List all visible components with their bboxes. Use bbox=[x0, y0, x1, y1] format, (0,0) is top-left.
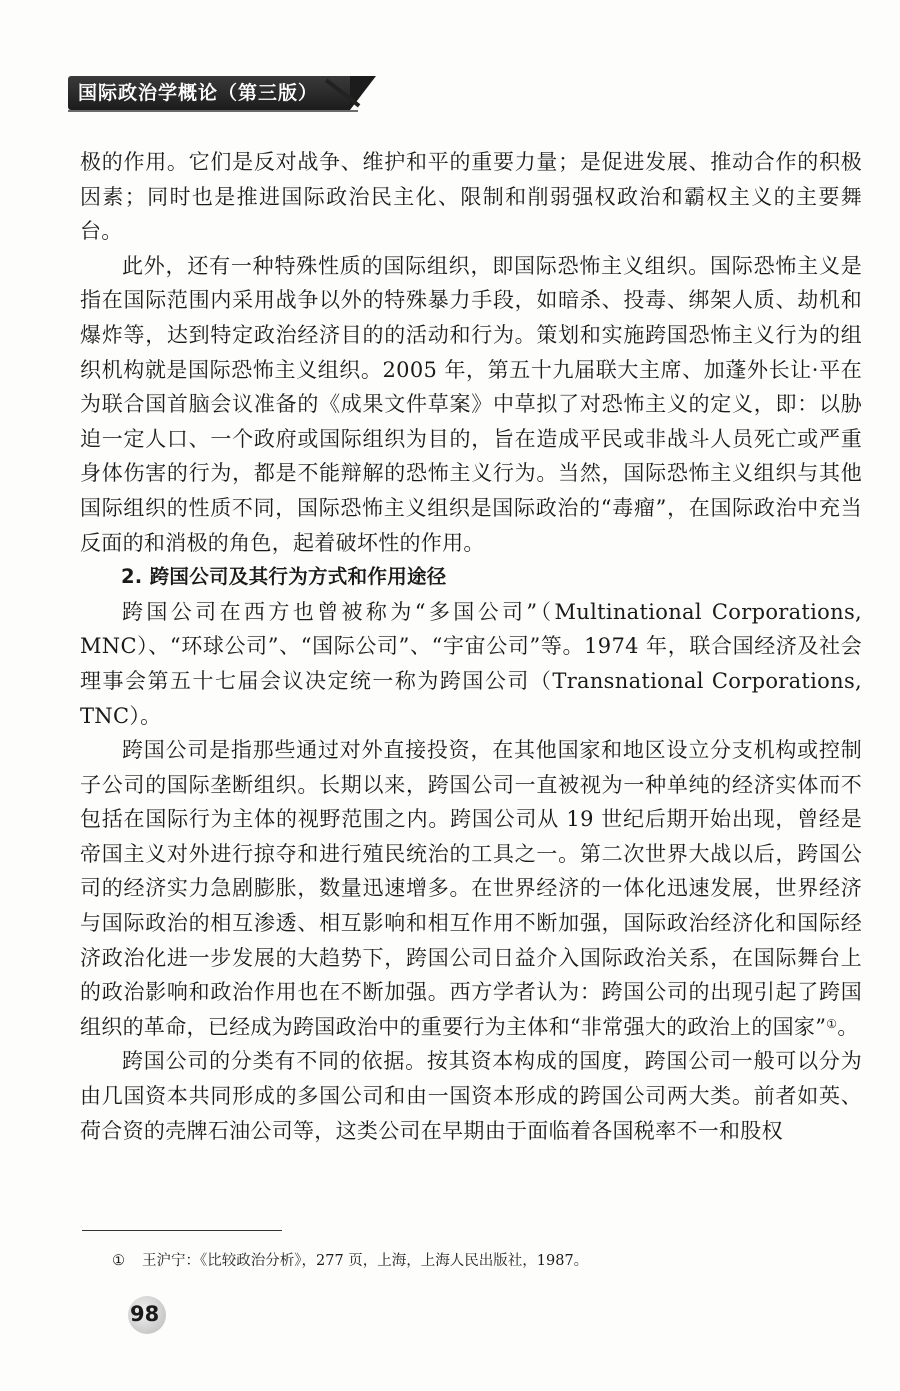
paragraph-tnc-definition-end: 。 bbox=[837, 1014, 859, 1039]
paragraph-tnc-definition bbox=[80, 733, 862, 1044]
page-number: 98 bbox=[130, 1302, 160, 1326]
footnote-divider bbox=[82, 1230, 282, 1231]
running-header-rule bbox=[68, 110, 358, 112]
section-heading: 2. 跨国公司及其行为方式和作用途径 bbox=[120, 565, 447, 589]
footnote bbox=[112, 1250, 588, 1272]
footnote-text: 王沪宁：《比较政治分析》，277 页，上海，上海人民出版社，1987。 bbox=[142, 1253, 589, 1269]
paragraph-continuation: 极的作用。它们是反对战争、维护和平的重要力量；是促进发展、推动合作的积极因素；同时也是推进国际政治民主化、限制和削弱强权政治和霸权主义的主要舞台。 bbox=[80, 150, 862, 244]
body-text bbox=[80, 145, 862, 1148]
paragraph-tnc-definition-text: 跨国公司是指那些通过对外直接投资，在其他国家和地区设立分支机构或控制子公司的国际垄断组织。长期以来，跨国公司一直被视为一种单纯的经济实体而不包括在国际行为主体的视野范围之内。跨国公司从 19 世纪后期开始出现，曾经是帝国主义对外进行掠夺和进行殖民统治的工具之一。第二次世界大战以后，跨国公司的经济实力急剧膨胀，数量迅速增多。在世界经济的一体化迅速发展，世界经济与国际政治的相互渗透、相互影响和相互作用不断加强，国际政治经济化和国际经济政治化进一步发展的大趋势下，跨国公司日益介入国际政治关系，在国际舞台上的政治影响和政治作用也在不断加强。西方学者认为：跨国公司的出现引起了跨国组织的革命，已经成为跨国政治中的重要行为主体和“非常强大的政治上的国家” bbox=[80, 738, 862, 1039]
paragraph-tnc-classification: 跨国公司的分类有不同的依据。按其资本构成的国度，跨国公司一般可以分为由几国资本共同形成的多国公司和由一国资本形成的跨国公司两大类。前者如英、荷合资的壳牌石油公司等，这类公司在早期由于面临着各国税率不一和股权 bbox=[80, 1049, 862, 1143]
paragraph-terrorism: 此外，还有一种特殊性质的国际组织，即国际恐怖主义组织。国际恐怖主义是指在国际范围内采用战争以外的特殊暴力手段，如暗杀、投毒、绑架人质、劫机和爆炸等，达到特定政治经济目的的活动和行为。策划和实施跨国恐怖主义行为的组织机构就是国际恐怖主义组织。2005 年，第五十九届联大主席、加蓬外长让·平在为联合国首脑会议准备的《成果文件草案》中草拟了对恐怖主义的定义，即：以胁迫一定人口、一个政府或国际组织为目的，旨在造成平民或非战斗人员死亡或严重身体伤害的行为，都是不能辩解的恐怖主义行为。当然，国际恐怖主义组织与其他国际组织的性质不同，国际恐怖主义组织是国际政治的“毒瘤”，在国际政治中充当反面的和消极的角色，起着破坏性的作用。 bbox=[80, 253, 862, 555]
footnote-marker: ① bbox=[112, 1253, 125, 1269]
footnote-reference[interactable]: ① bbox=[826, 1016, 838, 1031]
running-header-title: 国际政治学概论（第三版） bbox=[78, 82, 319, 104]
paragraph-tnc-names: 跨国公司在西方也曾被称为“多国公司”（Multinational Corporations, MNC）、“环球公司”、“国际公司”、“宇宙公司”等。1974 年，联合国经济及社会理事会第五十七届会议决定统一称为跨国公司（Transnational Corporations, TNC）。 bbox=[80, 599, 862, 728]
